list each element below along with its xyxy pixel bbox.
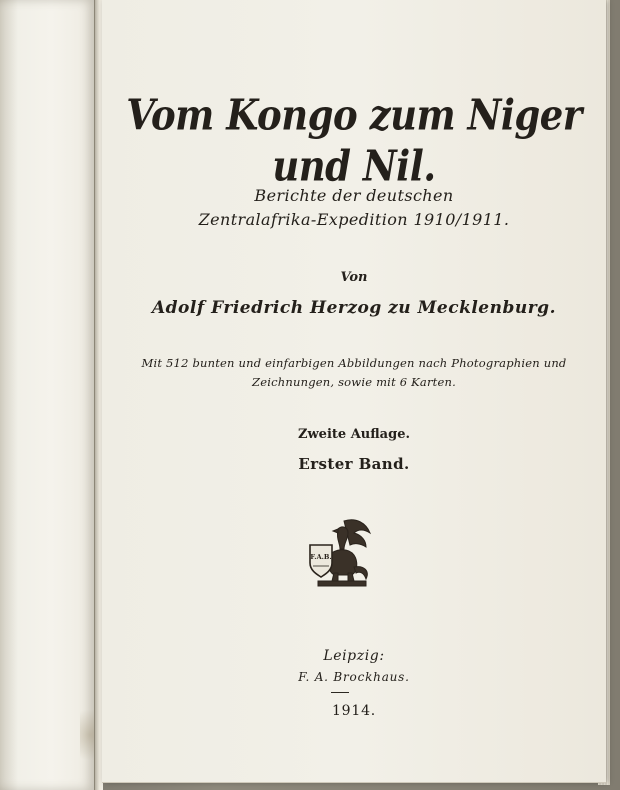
publisher-name: F. A. Brockhaus. — [298, 670, 410, 684]
edition-label: Zweite Auflage. — [298, 427, 410, 442]
left-endpaper — [0, 0, 94, 790]
book-title: Vom Kongo zum Niger und Nil. — [126, 89, 582, 191]
separator-rule — [331, 692, 349, 693]
title-page — [102, 0, 606, 783]
illustrations-note-line-1: Mit 512 bunten und einfarbigen Abbildungen nach Photographien und — [141, 356, 567, 370]
author-name: Adolf Friedrich Herzog zu Mecklenburg. — [151, 298, 556, 318]
griffin-emblem-icon — [304, 515, 376, 589]
subtitle-line-2: Zentralafrika-Expedition 1910/1911. — [198, 210, 510, 229]
illustrations-note-line-2: Zeichnungen, sowie mit 6 Karten. — [252, 375, 456, 389]
publication-place: Leipzig: — [323, 648, 385, 664]
publication-year: 1914. — [331, 703, 377, 719]
subtitle-line-1: Berichte der deutschen — [254, 186, 454, 205]
volume-label: Erster Band. — [298, 455, 410, 473]
spine-wear — [80, 700, 94, 770]
emblem-initials: F.A.B. — [310, 553, 332, 561]
by-label: Von — [340, 270, 368, 285]
